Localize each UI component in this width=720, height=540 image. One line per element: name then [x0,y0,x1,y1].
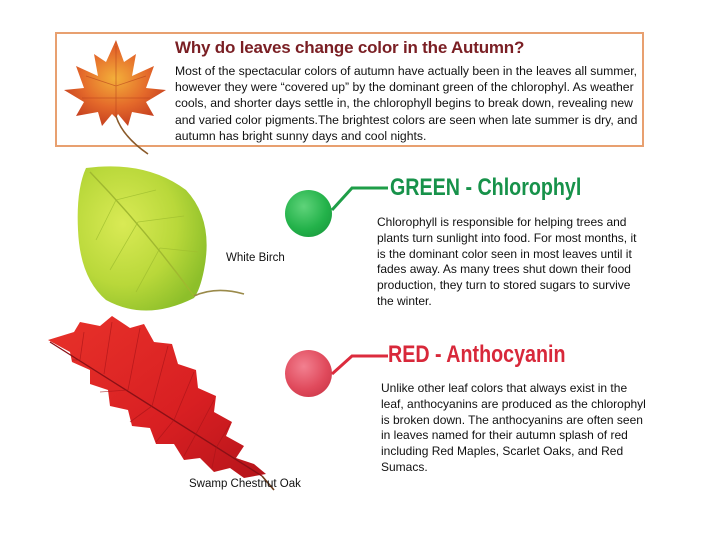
red-heading: RED - Anthocyanin [388,341,566,368]
maple-leaf-image [62,36,170,156]
green-body: Chlorophyll is responsible for helping trees and plants turn sunlight into food. For most months, it is the dominant color seen in most leaves until it fades away. As many trees shut down their food production, they turn to stored sugars to survive the winter. [377,215,637,308]
red-connector-line [330,348,390,378]
green-pigment-ball [285,190,332,237]
birch-leaf-image [76,160,246,318]
green-heading: GREEN - Chlorophyl [390,174,582,201]
intro-body: Most of the spectacular colors of autumn have actually been in the leaves all summer, however they were “covered up” by the dominant green of the chlorophyl. As weather cools, and shorter days settle in, the chlorophyll begins to break down, revealing new and varied color pigments.The brightest colors are seen when late summer is dry, and autumn has bright sunny days and cool nights. [175,64,638,143]
birch-caption: White Birch [226,252,285,264]
oak-caption: Swamp Chestnut Oak [189,478,301,490]
red-pigment-ball [285,350,332,397]
green-connector-line [330,182,390,212]
intro-title: Why do leaves change color in the Autumn? [175,38,525,57]
oak-leaf-image [44,312,276,492]
red-body: Unlike other leaf colors that always exist in the leaf, anthocyanins are produced as the chlorophyl is broken down. The anthocyanins are often seen in leaves named for their autumn splash of red including Red Maples, Scarlet Oaks, and Red Sumacs. [381,381,646,474]
